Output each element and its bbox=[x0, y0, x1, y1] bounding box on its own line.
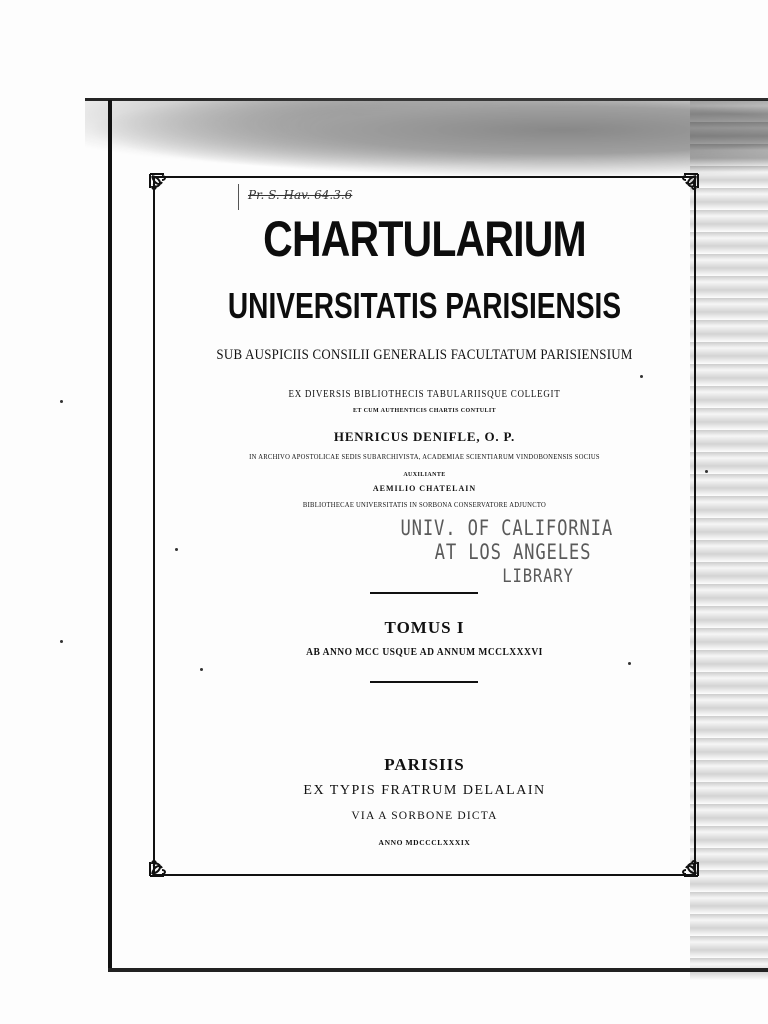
scan-speck bbox=[628, 662, 631, 665]
handwritten-shelf-note: Pr. S. Hav. 64.3.6 bbox=[248, 188, 353, 202]
book-spine-edge bbox=[108, 100, 112, 972]
volume-label: TOMUS I bbox=[384, 618, 465, 637]
corner-ornament-icon bbox=[148, 844, 182, 878]
auxiliante-line: AUXILIANTE bbox=[403, 472, 446, 478]
corner-ornament-icon bbox=[666, 844, 700, 878]
page-bottom-edge bbox=[108, 968, 768, 972]
corner-ornament-icon bbox=[148, 172, 182, 206]
imprint-street: VIA A SORBONE DICTA bbox=[351, 810, 498, 822]
scan-speck bbox=[175, 548, 178, 551]
stamp-line-3: LIBRARY bbox=[502, 565, 574, 587]
auspices-line: SUB AUSPICIIS CONSILII GENERALIS FACULTATUM PARISIENSIUM bbox=[216, 347, 633, 363]
scan-speck bbox=[60, 400, 63, 403]
assistant-name: AEMILIO CHATELAIN bbox=[372, 484, 477, 493]
imprint-city: PARISIIS bbox=[384, 755, 465, 774]
divider-rule bbox=[370, 592, 478, 594]
scan-speck bbox=[200, 668, 203, 671]
scan-speck bbox=[60, 640, 63, 643]
collegit-line: EX DIVERSIS BIBLIOTHECIS TABULARIISQUE COLLEGIT bbox=[288, 389, 561, 400]
corner-ornament-icon bbox=[666, 172, 700, 206]
handwritten-mark bbox=[238, 184, 243, 210]
scan-shadow-right bbox=[690, 100, 768, 980]
contulit-line: ET CUM AUTHENTICIS CHARTIS CONTULIT bbox=[352, 408, 497, 414]
assistant-description: BIBLIOTHECAE UNIVERSITATIS IN SORBONA CONSERVATORE ADJUNCTO bbox=[302, 500, 547, 509]
book-title: CHARTULARIUM bbox=[263, 211, 586, 267]
scan-speck bbox=[640, 375, 643, 378]
imprint-year: ANNO MDCCCLXXXIX bbox=[378, 838, 471, 847]
stamp-line-1: UNIV. OF CALIFORNIA bbox=[400, 516, 614, 540]
volume-range: AB ANNO MCC USQUE AD ANNUM MCCLXXXVI bbox=[306, 647, 543, 658]
scan-shadow-top bbox=[85, 98, 768, 178]
divider-rule bbox=[370, 681, 478, 683]
library-stamp bbox=[378, 516, 628, 588]
stamp-line-2: AT LOS ANGELES bbox=[434, 540, 592, 564]
book-subtitle: UNIVERSITATIS PARISIENSIS bbox=[227, 285, 622, 326]
imprint-printer: EX TYPIS FRATRUM DELALAIN bbox=[303, 783, 546, 798]
author-description: IN ARCHIVO APOSTOLICAE SEDIS SUBARCHIVISTA, ACADEMIAE SCIENTIARUM VINDOBONENSIS SOCIUS bbox=[249, 452, 600, 461]
author-name: HENRICUS DENIFLE, O. P. bbox=[333, 429, 516, 444]
scan-speck bbox=[705, 470, 708, 473]
